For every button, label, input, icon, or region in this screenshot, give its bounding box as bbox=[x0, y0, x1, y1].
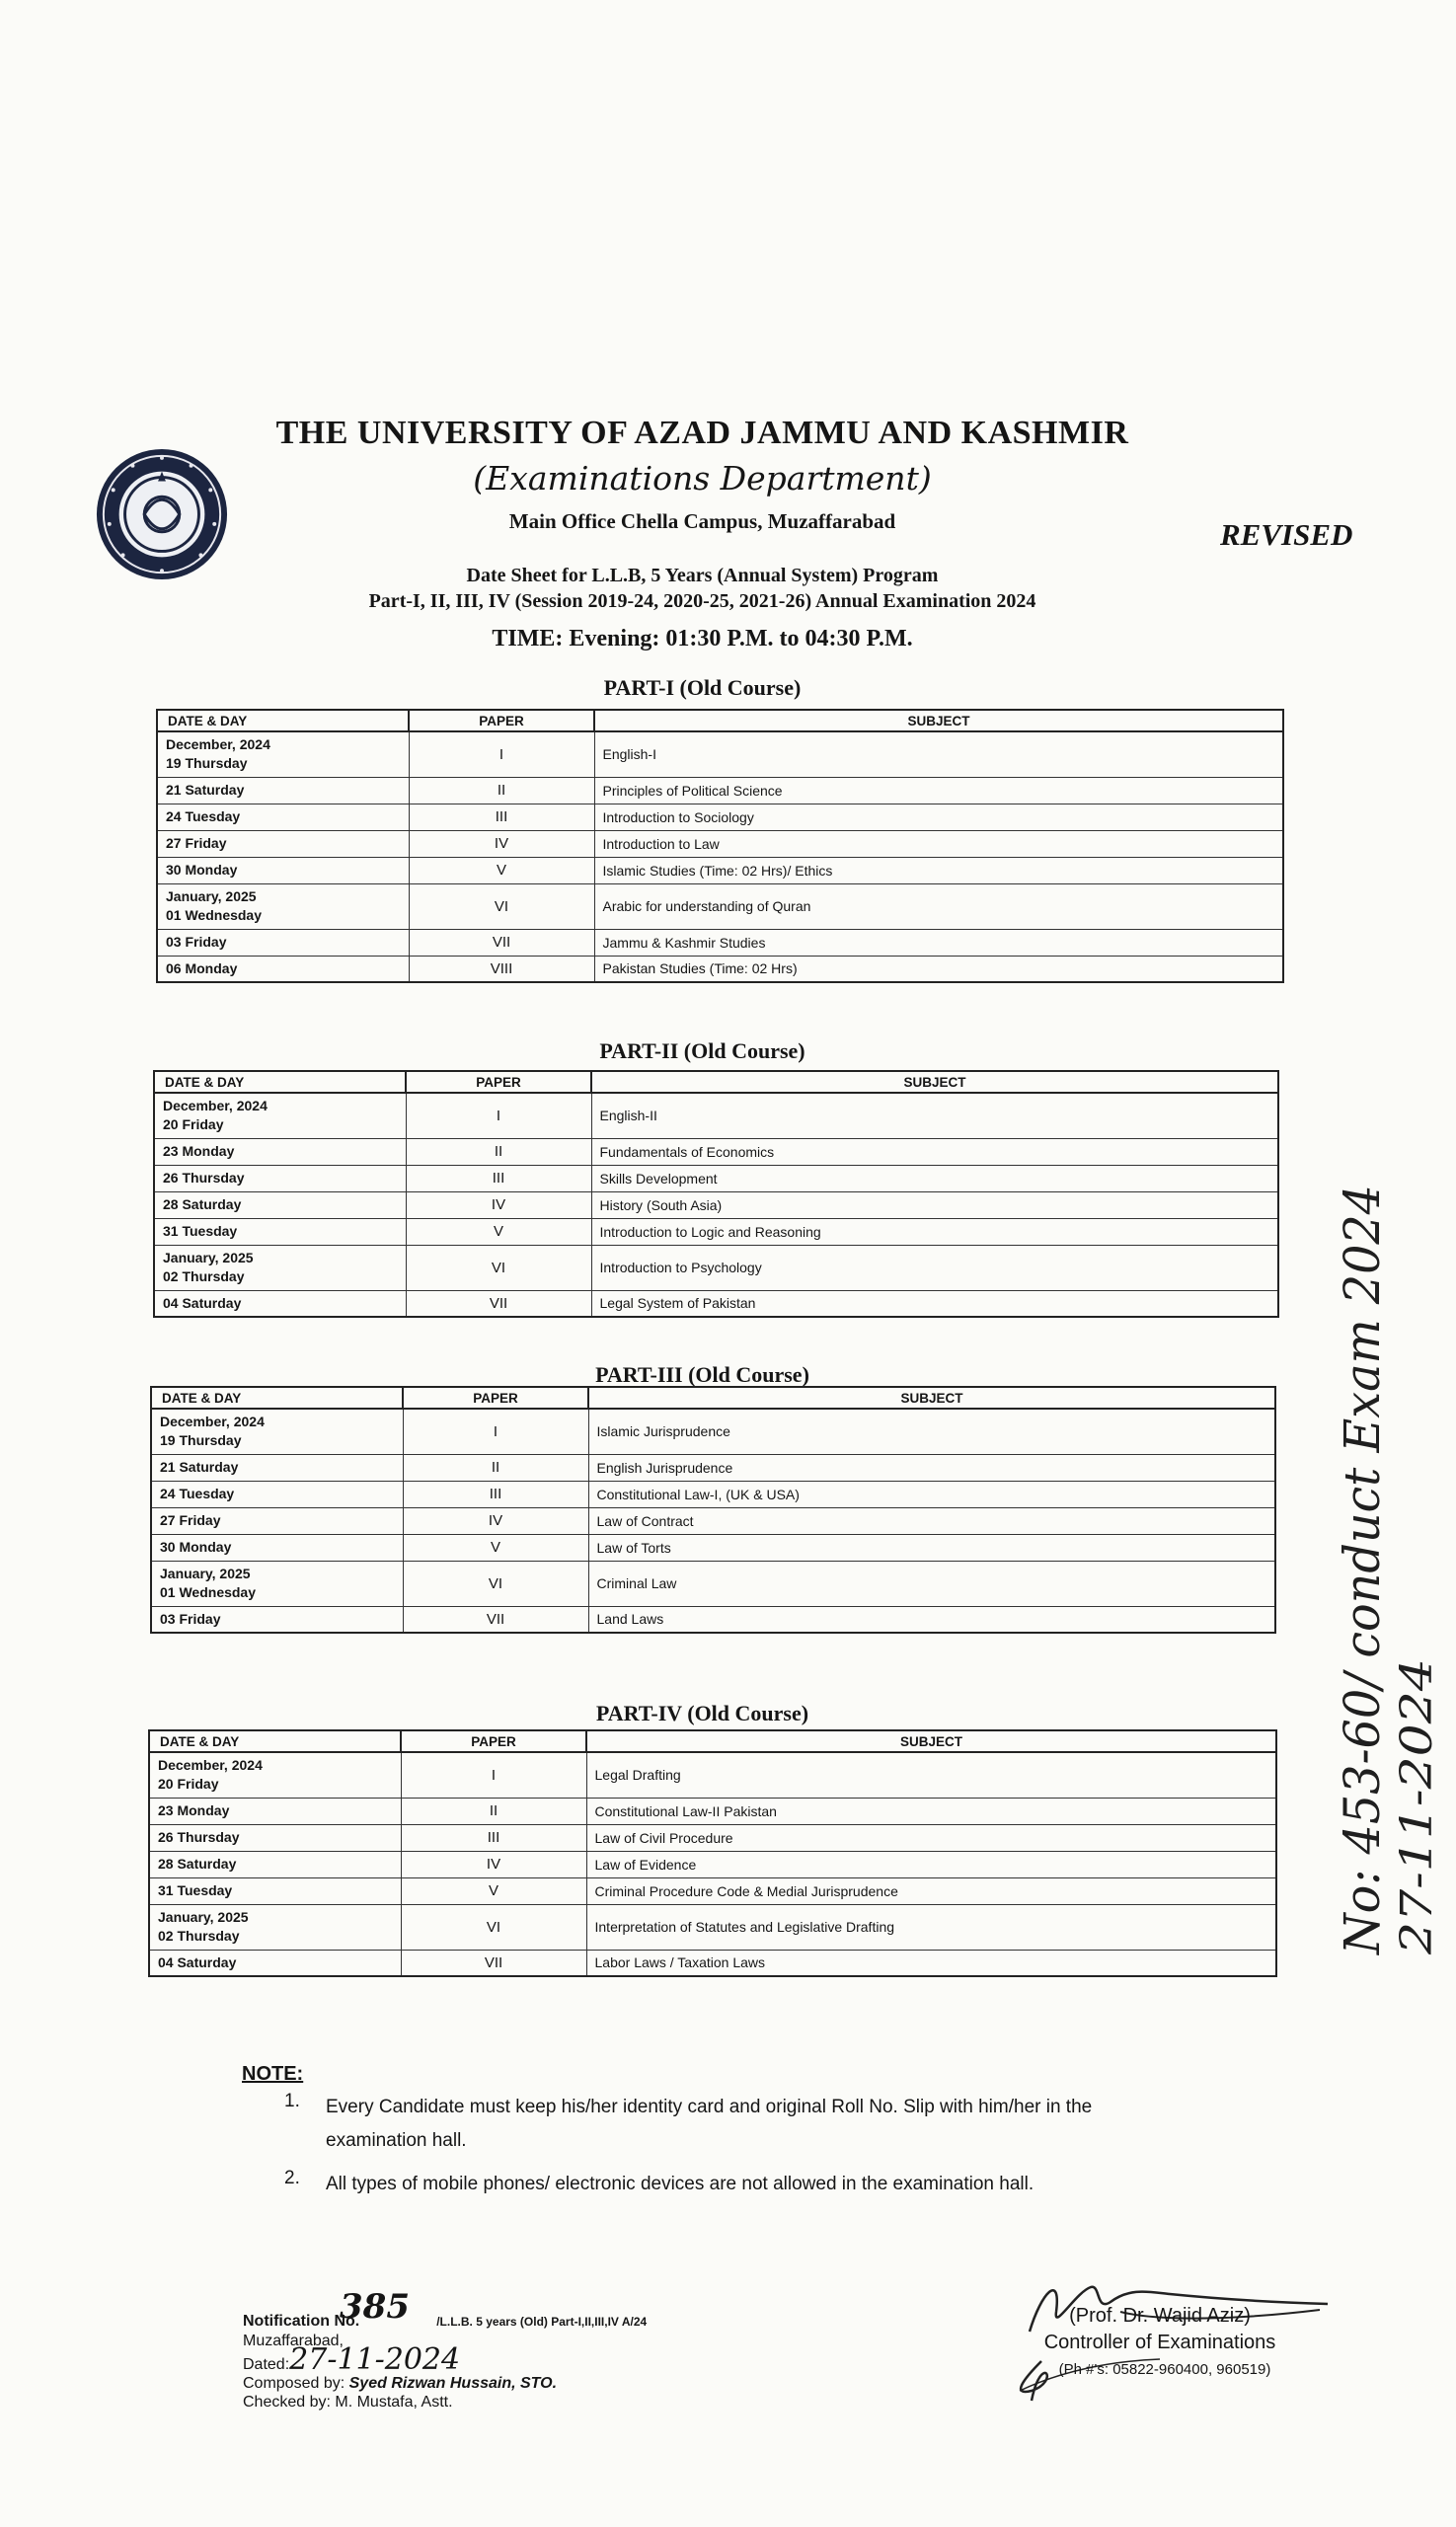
paper-cell: VI bbox=[406, 1245, 591, 1290]
column-header-paper: PAPER bbox=[401, 1730, 586, 1752]
paper-cell: V bbox=[401, 1877, 586, 1904]
note-line: Every Candidate must keep his/her identity card and original Roll No. Slip with him/her in the bbox=[326, 2097, 1093, 2117]
datesheet-subtitle: Part-I, II, III, IV (Session 2019-24, 2020-25, 2021-26) Annual Examination 2024 bbox=[368, 590, 1036, 612]
day-label: 28 Saturday bbox=[158, 1856, 237, 1872]
dated-value: 27-11-2024 bbox=[289, 2342, 461, 2377]
day-label: 26 Thursday bbox=[158, 1829, 240, 1845]
notification-prefix: Notification No. bbox=[243, 2313, 360, 2330]
date-cell bbox=[157, 830, 409, 857]
table-row bbox=[149, 1798, 1276, 1824]
date-cell bbox=[149, 1851, 401, 1877]
paper-cell: II bbox=[403, 1454, 588, 1481]
day-label: 23 Monday bbox=[158, 1802, 230, 1818]
subject-cell: Pakistan Studies (Time: 02 Hrs) bbox=[594, 956, 1283, 982]
date-cell bbox=[151, 1454, 403, 1481]
table-row bbox=[157, 956, 1283, 982]
column-header-date: DATE & DAY bbox=[157, 710, 409, 731]
subject-cell: Law of Evidence bbox=[586, 1851, 1276, 1877]
datesheet-title: Date Sheet for L.L.B, 5 Years (Annual System) Program bbox=[466, 565, 939, 586]
date-cell bbox=[157, 804, 409, 830]
day-label: 23 Monday bbox=[163, 1143, 235, 1159]
date-cell bbox=[154, 1218, 406, 1245]
table-row bbox=[157, 883, 1283, 929]
paper-cell: II bbox=[406, 1138, 591, 1165]
table-row bbox=[151, 1561, 1275, 1606]
day-label: 06 Monday bbox=[166, 959, 238, 976]
subject-cell: Introduction to Logic and Reasoning bbox=[591, 1218, 1278, 1245]
table-row bbox=[157, 830, 1283, 857]
day-label: 19 Thursday bbox=[160, 1432, 242, 1449]
day-label: 21 Saturday bbox=[166, 782, 245, 798]
date-cell bbox=[151, 1534, 403, 1561]
month-label: January, 2025 bbox=[160, 1566, 251, 1581]
day-label: 19 Thursday bbox=[166, 755, 248, 772]
subject-cell: Criminal Procedure Code & Medial Jurisprudence bbox=[586, 1877, 1276, 1904]
table-header-row bbox=[154, 1071, 1278, 1093]
month-label: December, 2024 bbox=[166, 736, 270, 753]
table-row bbox=[157, 731, 1283, 777]
date-cell bbox=[149, 1824, 401, 1851]
date-cell bbox=[157, 857, 409, 883]
part-3-table bbox=[150, 1386, 1276, 1634]
day-label: 02 Thursday bbox=[163, 1268, 245, 1284]
part-title: PART-III (Old Course) bbox=[595, 1362, 809, 1387]
table-header-row bbox=[149, 1730, 1276, 1752]
table-row bbox=[149, 1877, 1276, 1904]
note-text bbox=[326, 2168, 1313, 2201]
table-row bbox=[154, 1191, 1278, 1218]
date-cell bbox=[149, 1798, 401, 1824]
column-header-subject: SUBJECT bbox=[591, 1071, 1278, 1093]
note-text bbox=[326, 2091, 1313, 2158]
column-header-paper: PAPER bbox=[403, 1387, 588, 1409]
paper-cell: IV bbox=[406, 1191, 591, 1218]
paper-cell: VIII bbox=[409, 956, 594, 982]
paper-cell: V bbox=[403, 1534, 588, 1561]
subject-cell: History (South Asia) bbox=[591, 1191, 1278, 1218]
table-row bbox=[154, 1245, 1278, 1290]
table-header-row bbox=[151, 1387, 1275, 1409]
paper-cell: IV bbox=[409, 830, 594, 857]
column-header-date: DATE & DAY bbox=[151, 1387, 403, 1409]
handwritten-line: 27-11-2024 bbox=[1392, 1704, 1442, 1954]
table-row bbox=[151, 1606, 1275, 1633]
day-label: 31 Tuesday bbox=[158, 1882, 233, 1898]
subject-cell: Fundamentals of Economics bbox=[591, 1138, 1278, 1165]
subject-cell: Law of Civil Procedure bbox=[586, 1824, 1276, 1851]
dated-label: Dated: bbox=[243, 2356, 290, 2373]
day-label: 30 Monday bbox=[166, 862, 238, 878]
table-row bbox=[157, 929, 1283, 956]
revised-stamp: REVISED bbox=[1220, 517, 1353, 552]
table-row bbox=[149, 1752, 1276, 1798]
date-cell bbox=[154, 1165, 406, 1191]
date-cell bbox=[149, 1950, 401, 1976]
date-cell bbox=[154, 1093, 406, 1138]
handwritten-line: No: 453-60/ conduct Exam 2024 bbox=[1334, 1146, 1391, 1954]
subject-cell: Interpretation of Statutes and Legislative Drafting bbox=[586, 1904, 1276, 1950]
note-item bbox=[284, 2168, 300, 2189]
paper-cell: IV bbox=[403, 1507, 588, 1534]
subject-cell: Jammu & Kashmir Studies bbox=[594, 929, 1283, 956]
checked-by: Checked by: M. Mustafa, Astt. bbox=[243, 2394, 453, 2411]
note-item bbox=[284, 2091, 300, 2112]
paper-cell: VII bbox=[409, 929, 594, 956]
column-header-subject: SUBJECT bbox=[586, 1730, 1276, 1752]
table-row bbox=[149, 1851, 1276, 1877]
subject-cell: Constitutional Law-I, (UK & USA) bbox=[588, 1481, 1275, 1507]
paper-cell: II bbox=[401, 1798, 586, 1824]
day-label: 01 Wednesday bbox=[166, 907, 263, 923]
day-label: 26 Thursday bbox=[163, 1170, 245, 1186]
day-label: 21 Saturday bbox=[160, 1459, 239, 1475]
university-name: THE UNIVERSITY OF AZAD JAMMU AND KASHMIR bbox=[275, 415, 1129, 451]
table-row bbox=[154, 1218, 1278, 1245]
date-cell bbox=[151, 1409, 403, 1454]
subject-cell: Land Laws bbox=[588, 1606, 1275, 1633]
subject-cell: Arabic for understanding of Quran bbox=[594, 883, 1283, 929]
day-label: 04 Saturday bbox=[163, 1294, 242, 1311]
signatory-name: (Prof. Dr. Wajid Aziz) bbox=[1069, 2305, 1251, 2327]
part-4-table bbox=[148, 1729, 1277, 1977]
day-label: 27 Friday bbox=[160, 1512, 221, 1528]
composed-by-label: Composed by: bbox=[243, 2375, 345, 2392]
date-cell bbox=[157, 956, 409, 982]
paper-cell: V bbox=[409, 857, 594, 883]
exam-time: TIME: Evening: 01:30 P.M. to 04:30 P.M. bbox=[492, 626, 913, 651]
subject-cell: Islamic Jurisprudence bbox=[588, 1409, 1275, 1454]
column-header-date: DATE & DAY bbox=[149, 1730, 401, 1752]
department-name: (Examinations Department) bbox=[473, 459, 932, 498]
table-row bbox=[154, 1290, 1278, 1317]
day-label: 03 Friday bbox=[160, 1610, 221, 1627]
paper-cell: III bbox=[403, 1481, 588, 1507]
paper-cell: VII bbox=[401, 1950, 586, 1976]
paper-cell: II bbox=[409, 777, 594, 804]
day-label: 24 Tuesday bbox=[160, 1486, 235, 1501]
subject-cell: Islamic Studies (Time: 02 Hrs)/ Ethics bbox=[594, 857, 1283, 883]
date-cell bbox=[154, 1138, 406, 1165]
day-label: 27 Friday bbox=[166, 835, 227, 851]
paper-cell: I bbox=[406, 1093, 591, 1138]
subject-cell: English Jurisprudence bbox=[588, 1454, 1275, 1481]
paper-cell: VI bbox=[409, 883, 594, 929]
month-label: January, 2025 bbox=[163, 1250, 254, 1265]
date-cell bbox=[151, 1561, 403, 1606]
subject-cell: Law of Contract bbox=[588, 1507, 1275, 1534]
paper-cell: VI bbox=[403, 1561, 588, 1606]
notification-number: 385 bbox=[340, 2287, 410, 2327]
table-row bbox=[154, 1165, 1278, 1191]
table-row bbox=[157, 777, 1283, 804]
paper-cell: IV bbox=[401, 1851, 586, 1877]
paper-cell: VII bbox=[403, 1606, 588, 1633]
part-1-table bbox=[156, 709, 1284, 983]
date-cell bbox=[154, 1191, 406, 1218]
composed-by: Syed Rizwan Hussain, STO. bbox=[348, 2375, 558, 2392]
date-cell bbox=[154, 1290, 406, 1317]
day-label: 28 Saturday bbox=[163, 1196, 242, 1212]
date-cell bbox=[157, 777, 409, 804]
date-cell bbox=[157, 731, 409, 777]
table-row bbox=[149, 1950, 1276, 1976]
subject-cell: Introduction to Law bbox=[594, 830, 1283, 857]
notification-suffix: /L.L.B. 5 years (Old) Part-I,II,III,IV A/24 bbox=[436, 2315, 648, 2329]
paper-cell: III bbox=[401, 1824, 586, 1851]
signatory-title: Controller of Examinations bbox=[1043, 2332, 1276, 2353]
part-title: PART-II (Old Course) bbox=[599, 1038, 805, 1063]
note-number: 2. bbox=[284, 2168, 300, 2188]
subject-cell: Introduction to Psychology bbox=[591, 1245, 1278, 1290]
subject-cell: Labor Laws / Taxation Laws bbox=[586, 1950, 1276, 1976]
table-row bbox=[151, 1454, 1275, 1481]
table-row bbox=[157, 857, 1283, 883]
subject-cell: English-II bbox=[591, 1093, 1278, 1138]
subject-cell: Law of Torts bbox=[588, 1534, 1275, 1561]
table-row bbox=[151, 1481, 1275, 1507]
date-cell bbox=[154, 1245, 406, 1290]
table-row bbox=[154, 1093, 1278, 1138]
table-row bbox=[151, 1409, 1275, 1454]
date-cell bbox=[151, 1507, 403, 1534]
note-title: NOTE: bbox=[242, 2063, 304, 2085]
table-row bbox=[151, 1534, 1275, 1561]
day-label: 04 Saturday bbox=[158, 1953, 237, 1970]
subject-cell: Principles of Political Science bbox=[594, 777, 1283, 804]
day-label: 02 Thursday bbox=[158, 1928, 240, 1944]
paper-cell: I bbox=[409, 731, 594, 777]
day-label: 03 Friday bbox=[166, 934, 227, 950]
day-label: 20 Friday bbox=[163, 1116, 224, 1133]
date-cell bbox=[149, 1904, 401, 1950]
subject-cell: Skills Development bbox=[591, 1165, 1278, 1191]
part-title: PART-IV (Old Course) bbox=[595, 1701, 809, 1725]
paper-cell: I bbox=[401, 1752, 586, 1798]
handwritten-note bbox=[1334, 1146, 1456, 1954]
table-row bbox=[157, 804, 1283, 830]
subject-cell: Constitutional Law-II Pakistan bbox=[586, 1798, 1276, 1824]
table-header-row bbox=[157, 710, 1283, 731]
notification-block bbox=[243, 2287, 697, 2412]
subject-cell: Criminal Law bbox=[588, 1561, 1275, 1606]
paper-cell: VI bbox=[401, 1904, 586, 1950]
column-header-date: DATE & DAY bbox=[154, 1071, 406, 1093]
place: Muzaffarabad, bbox=[243, 2333, 344, 2349]
column-header-subject: SUBJECT bbox=[588, 1387, 1275, 1409]
month-label: January, 2025 bbox=[166, 888, 257, 904]
table-row bbox=[149, 1904, 1276, 1950]
column-header-paper: PAPER bbox=[406, 1071, 591, 1093]
day-label: 01 Wednesday bbox=[160, 1584, 257, 1600]
office-address: Main Office Chella Campus, Muzaffarabad bbox=[508, 509, 896, 533]
paper-cell: V bbox=[406, 1218, 591, 1245]
subject-cell: Legal System of Pakistan bbox=[591, 1290, 1278, 1317]
month-label: December, 2024 bbox=[163, 1098, 268, 1114]
paper-cell: III bbox=[409, 804, 594, 830]
date-cell bbox=[149, 1752, 401, 1798]
column-header-paper: PAPER bbox=[409, 710, 594, 731]
day-label: 20 Friday bbox=[158, 1776, 219, 1793]
note-line: examination hall. bbox=[326, 2130, 467, 2151]
table-row bbox=[151, 1507, 1275, 1534]
paper-cell: III bbox=[406, 1165, 591, 1191]
date-cell bbox=[151, 1481, 403, 1507]
subject-cell: Introduction to Sociology bbox=[594, 804, 1283, 830]
day-label: 30 Monday bbox=[160, 1539, 232, 1555]
month-label: December, 2024 bbox=[158, 1757, 263, 1774]
subject-cell: English-I bbox=[594, 731, 1283, 777]
month-label: December, 2024 bbox=[160, 1414, 265, 1430]
note-line: All types of mobile phones/ electronic devices are not allowed in the examination hall. bbox=[326, 2174, 1035, 2194]
date-cell bbox=[157, 883, 409, 929]
column-header-subject: SUBJECT bbox=[594, 710, 1283, 731]
paper-cell: VII bbox=[406, 1290, 591, 1317]
signatory-phone: (Ph #'s: 05822-960400, 960519) bbox=[1058, 2361, 1271, 2378]
month-label: January, 2025 bbox=[158, 1909, 249, 1925]
date-cell bbox=[157, 929, 409, 956]
table-row bbox=[154, 1138, 1278, 1165]
part-2-table bbox=[153, 1070, 1279, 1318]
paper-cell: I bbox=[403, 1409, 588, 1454]
part-title: PART-I (Old Course) bbox=[603, 675, 802, 700]
date-cell bbox=[149, 1877, 401, 1904]
note-number: 1. bbox=[284, 2091, 300, 2111]
table-row bbox=[149, 1824, 1276, 1851]
date-cell bbox=[151, 1606, 403, 1633]
subject-cell: Legal Drafting bbox=[586, 1752, 1276, 1798]
day-label: 31 Tuesday bbox=[163, 1223, 238, 1239]
day-label: 24 Tuesday bbox=[166, 808, 241, 824]
